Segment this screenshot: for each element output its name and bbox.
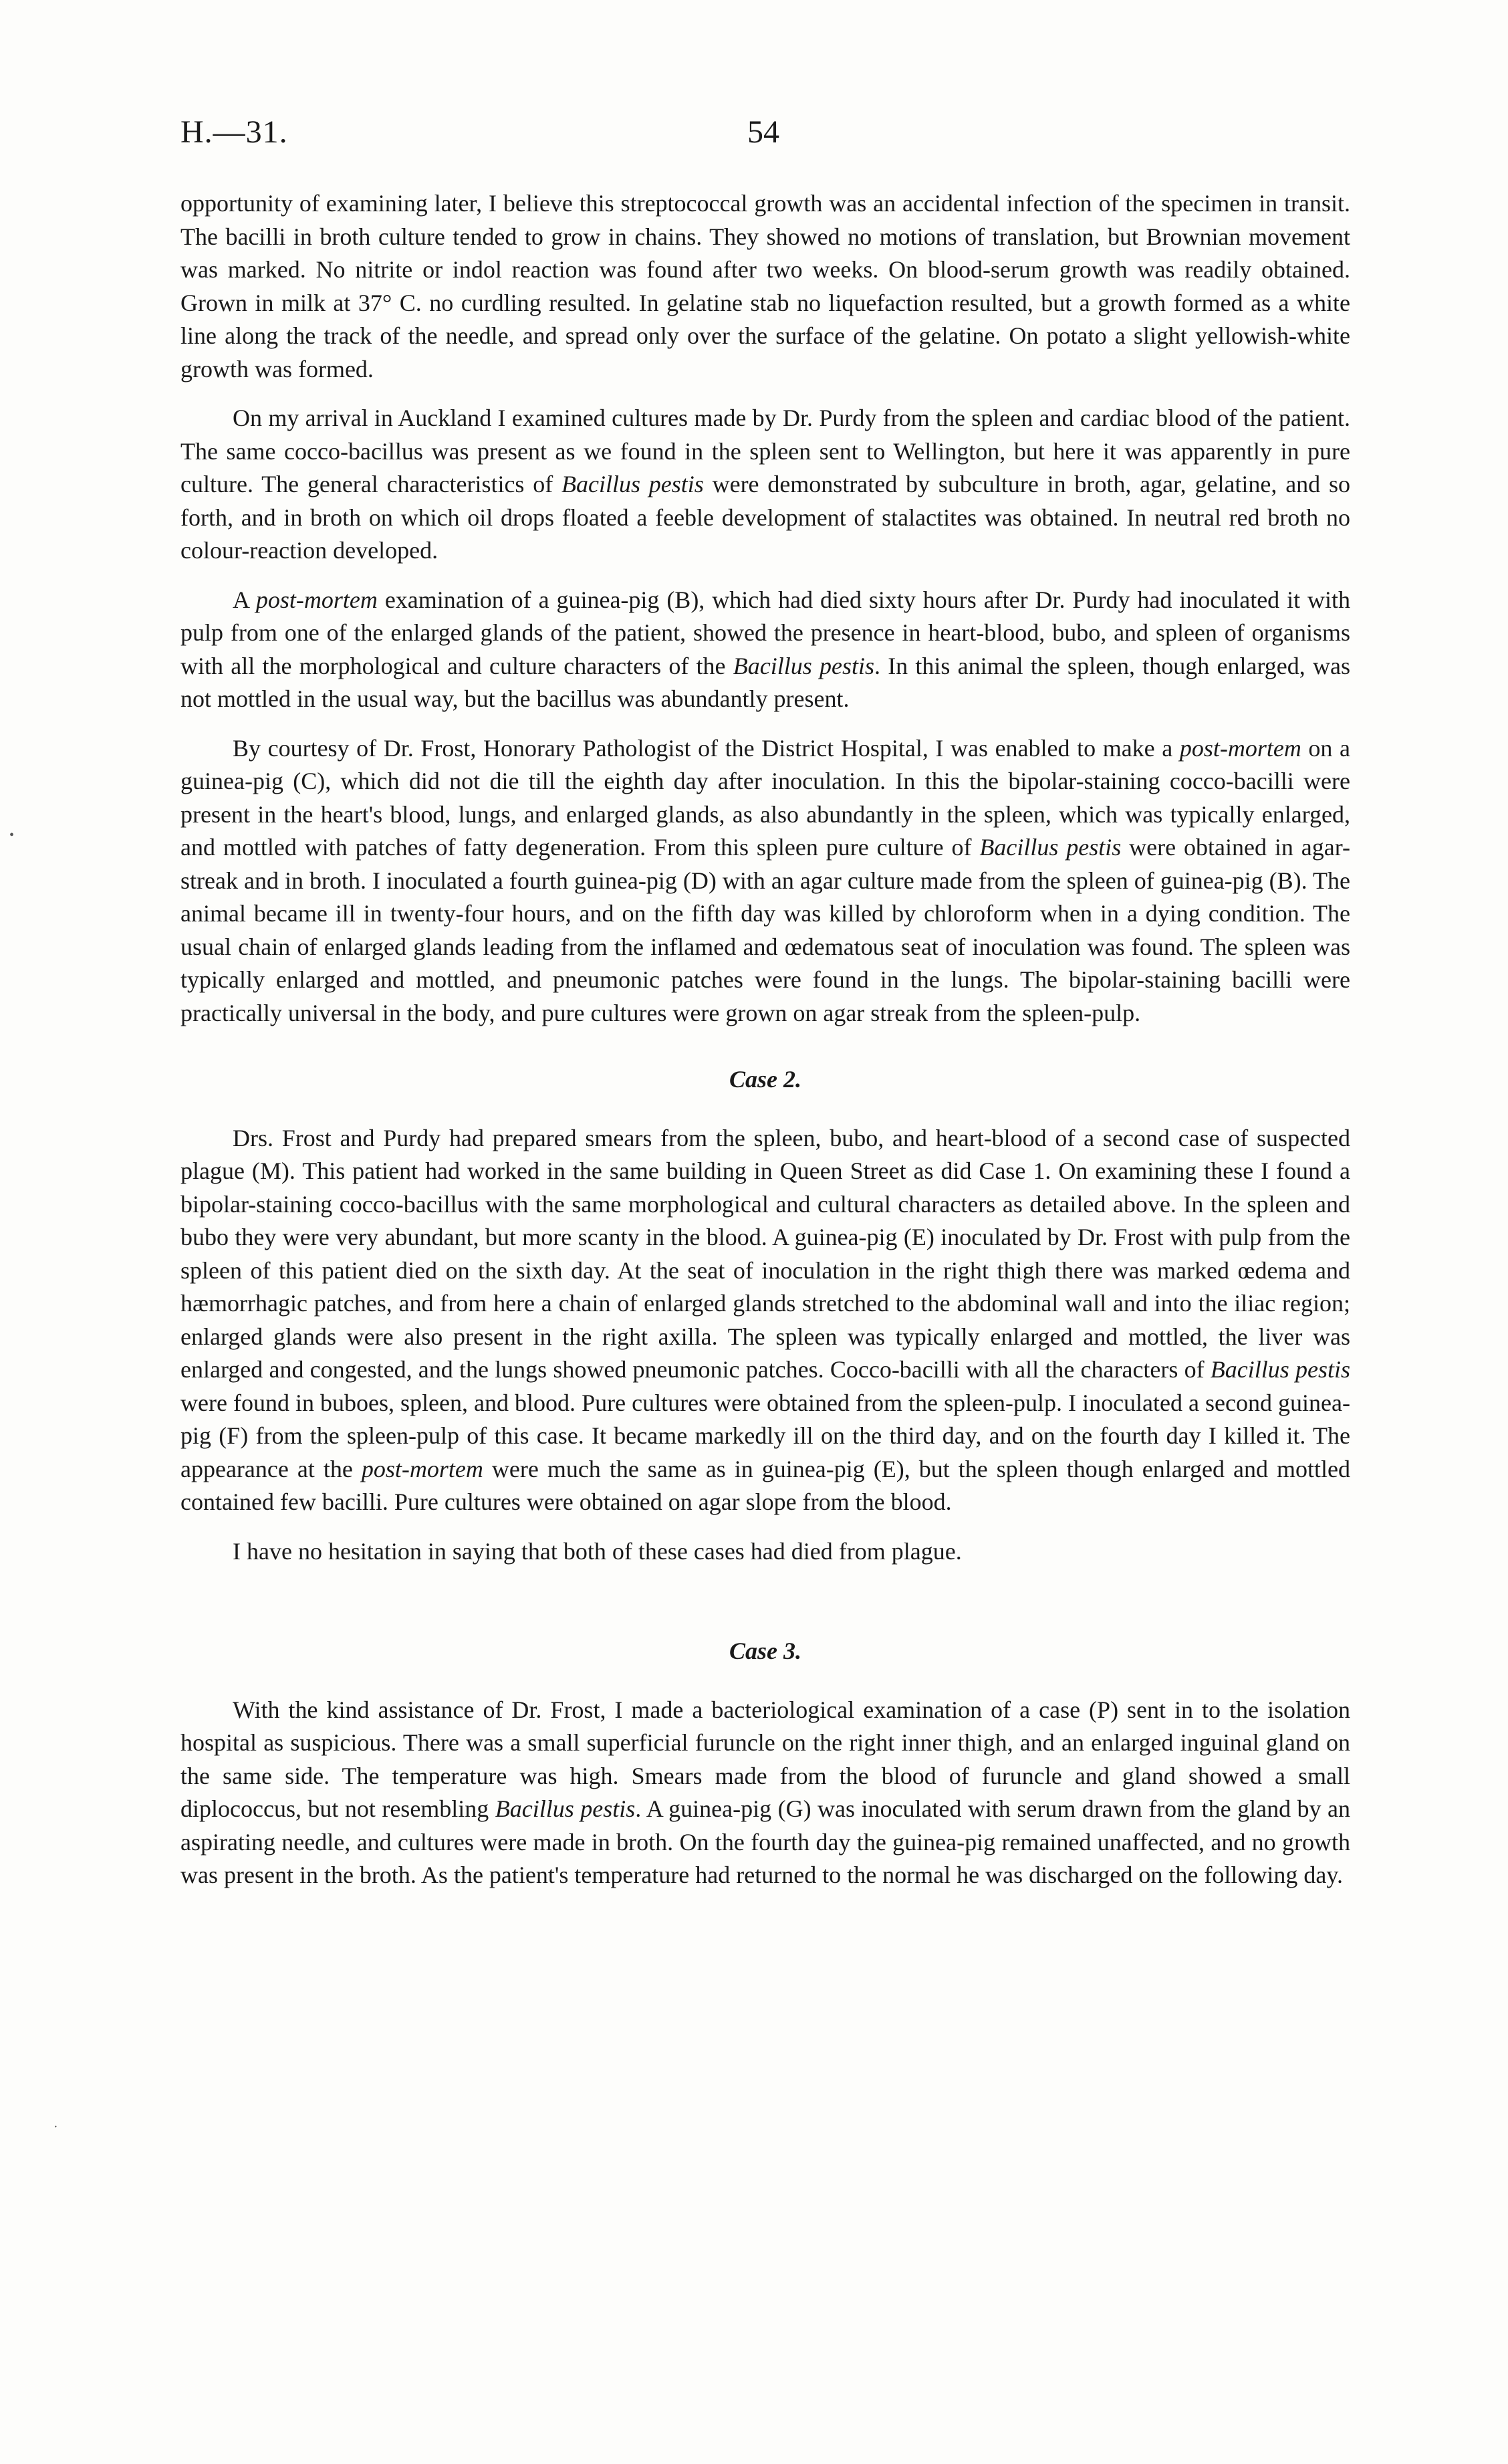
paragraph-text: opportunity of examining later, I believe this streptococcal growth was an accidental infection of the specimen in transit. The bacilli in broth culture tended to grow in chains. They showed no motions of translation, but Brownian movement was marked. No nitrite or indol reaction was found after two weeks. On blood-serum growth was readily obtained. Grown in milk at 37° C. no curdling resulted. In gelatine stab no liquefaction resulted, but a growth formed as a white line along the track of the needle, and spread only over the surface of the gelatine. On potato a slight yellowish-white growth was formed. [180, 190, 1350, 382]
margin-dot-mark: · [53, 2120, 58, 2134]
paragraph-text: examination of a guinea-pig (B), which had died sixty hours after Dr. Purdy had inoculated it with pulp from one of the enlarged glands of the patient, showed the presence in heart-blood, bubo, and spleen of organisms with all the morphological and culture characters of the [180, 586, 1350, 679]
paragraph-text: By courtesy of Dr. Frost, Honorary Pathologist of the District Hospital, I was enabled to make a [233, 734, 1180, 762]
paragraph-text: On my arrival in Auckland I examined cultures made by Dr. Purdy from the spleen and cardiac blood of the patient. The same cocco-bacillus was present as we found in the spleen sent to Wellington, but here it was apparently in pure culture. The general characteristics of [180, 405, 1350, 497]
paragraph-text: were much the same as in guinea-pig (E), but the spleen though enlarged and mottled contained few bacilli. Pure cultures were obtained on agar slope from the blood. [180, 1455, 1350, 1515]
paragraph-case-3 [180, 1694, 1350, 1892]
running-header [180, 114, 1350, 160]
paragraph-conclusion [180, 1535, 1350, 1569]
paragraph-text: A [233, 586, 256, 613]
paragraph-text: Drs. Frost and Purdy had prepared smears from the spleen, bubo, and heart-blood of a second case of suspected plague (M). This patient had worked in the same building in Queen Street as did Case 1. On examining these I found a bipolar-staining cocco-bacillus with the same morphological and cultural characters as detailed above. In the spleen and bubo they were very abundant, but more scanty in the blood. A guinea-pig (E) inoculated by Dr. Frost with pulp from the spleen of this patient died on the sixth day. At the seat of inoculation in the right thigh there was marked œdema and hæmorrhagic patches, and from here a chain of enlarged glands stretched to the abdominal wall and into the iliac region; enlarged glands were also present in the right axilla. The spleen was typically enlarged and mottled, the liver was enlarged and congested, and the lungs showed pneumonic patches. Cocco-bacilli with all the characters of [180, 1124, 1350, 1383]
paragraph-auckland-cultures [180, 402, 1350, 568]
paragraph-text: . In this animal the spleen, though enlarged, was not mottled in the usual way, but the bacillus was abundantly present. [180, 652, 1350, 712]
page-number: 54 [747, 114, 779, 150]
paragraph-text: were obtained in agar-streak and in broth. I inoculated a fourth guinea-pig (D) with an agar culture made from the spleen of guinea-pig (B). The animal became ill in twenty-four hours, and on the fifth day was killed by chloroform when in a dying condition. The usual chain of enlarged glands leading from the inflamed and œdematous seat of inoculation was found. The spleen was typically enlarged and mottled, and pneumonic patches were found in the lungs. The bipolar-staining bacilli were practically universal in the body, and pure cultures were grown on agar streak from the spleen-pulp. [180, 834, 1350, 1026]
paragraph-case-2 [180, 1122, 1350, 1519]
paragraph-guinea-pig-c-d [180, 732, 1350, 1030]
italic-term: post-mortem [1179, 734, 1301, 762]
paragraph-text: were found in buboes, spleen, and blood. Pure cultures were obtained from the spleen-pulp. I inoculated a second guinea-pig (F) from the spleen-pulp of this case. It became markedly ill on the third day, and on the fourth day I killed it. The appearance at the [180, 1389, 1350, 1482]
italic-term: Bacillus pestis [561, 471, 704, 497]
paragraph-text: were demonstrated by subculture in broth, agar, gelatine, and so forth, and in broth on which oil drops floated a feeble development of stalactites was obtained. In neutral red broth no colour-reaction developed. [180, 471, 1350, 564]
italic-term: Bacillus pestis [979, 834, 1122, 861]
italic-term: Bacillus pestis [495, 1795, 636, 1822]
body-text [180, 187, 1350, 1908]
case-3-heading: Case 3. [729, 1638, 801, 1664]
paragraph-text: With the kind assistance of Dr. Frost, I made a bacteriological examination of a case (P) sent in to the isolation hospital as suspicious. There was a small superficial furuncle on the right inner thigh, and an enlarged inguinal gland on the same side. The temperature was high. Smears made from the blood of furuncle and gland showed a small diplococcus, but not resembling [180, 1696, 1350, 1822]
paragraph-continued [180, 187, 1350, 386]
margin-dot-mark: • [9, 828, 15, 843]
italic-term: Bacillus pestis [733, 652, 874, 679]
paragraph-text: I have no hesitation in saying that both of these cases had died from plague. [233, 1537, 962, 1565]
document-code: H.—31. [180, 114, 288, 150]
italic-term: post-mortem [361, 1455, 483, 1482]
paragraph-text: . A guinea-pig (G) was inoculated with serum drawn from the gland by an aspirating needle, and cultures were made in broth. On the fourth day the guinea-pig remained unaffected, and no growth was present in the broth. As the patient's temperature had returned to the normal he was discharged on the following day. [180, 1795, 1350, 1888]
italic-term: Bacillus pestis [1210, 1356, 1350, 1383]
case-2-heading: Case 2. [729, 1066, 801, 1093]
paragraph-text: on a guinea-pig (C), which did not die till the eighth day after inoculation. In this the bipolar-staining cocco-bacilli were present in the heart's blood, lungs, and enlarged glands, as also abundantly in the spleen, which was typically enlarged, and mottled with patches of fatty degeneration. From this spleen pure culture of [180, 734, 1350, 861]
paragraph-guinea-pig-b [180, 584, 1350, 716]
italic-term: post-mortem [255, 586, 378, 613]
